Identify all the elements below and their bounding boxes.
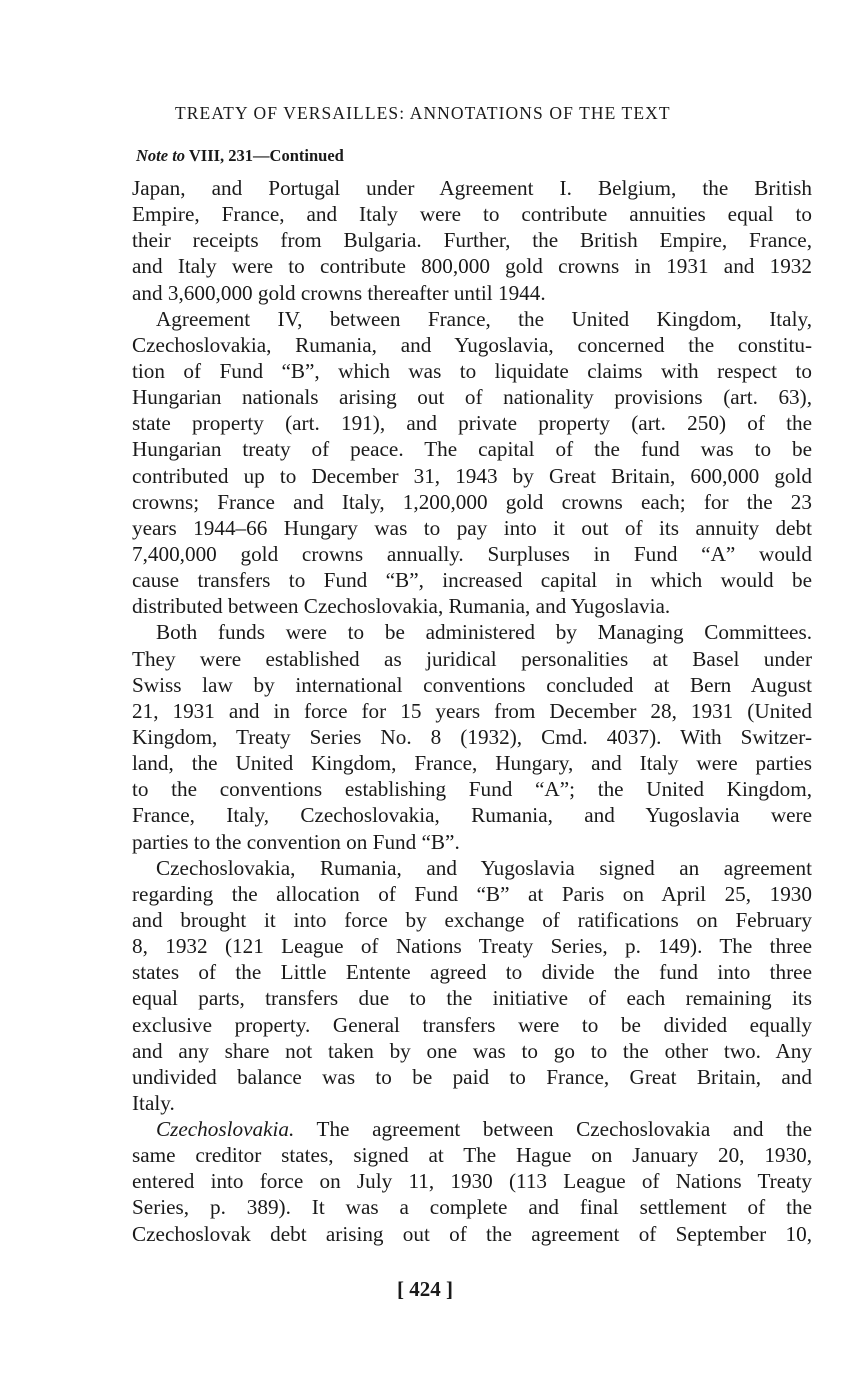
text-line: contributed up to December 31, 1943 by Great Britain, 600,000 gold <box>132 463 812 488</box>
paragraph-4 <box>132 855 812 1116</box>
text-line: Italy. <box>132 1090 175 1115</box>
note-heading <box>136 146 344 166</box>
text-line: They were established as juridical personalities at Basel under <box>132 646 812 671</box>
text-line: their receipts from Bulgaria. Further, the British Empire, France, <box>132 228 812 253</box>
text-line: 7,400,000 gold crowns annually. Surpluses in Fund “A” would <box>132 541 812 566</box>
text-line: 8, 1932 (121 League of Nations Treaty Series, p. 149). The three <box>132 934 812 959</box>
text-line: equal parts, transfers due to the initiative of each remaining its <box>132 986 812 1011</box>
text-line: crowns; France and Italy, 1,200,000 gold crowns each; for the 23 <box>132 489 812 514</box>
text-line: years 1944–66 Hungary was to pay into it out of its annuity debt <box>132 515 812 540</box>
text-line: tion of Fund “B”, which was to liquidate claims with respect to <box>132 358 812 383</box>
paragraph-1 <box>132 175 812 306</box>
text-line: states of the Little Entente agreed to divide the fund into three <box>132 960 812 985</box>
paragraph-5 <box>132 1116 812 1247</box>
text-line: and Italy were to contribute 800,000 gold crowns in 1931 and 1932 <box>132 254 812 279</box>
note-prefix: Note to <box>136 146 186 165</box>
text-line: 21, 1931 and in force for 15 years from December 28, 1931 (United <box>132 698 812 723</box>
paragraph-2 <box>132 306 812 620</box>
text-line: entered into force on July 11, 1930 (113 League of Nations Treaty <box>132 1169 812 1194</box>
text-line: Swiss law by international conventions concluded at Bern August <box>132 672 812 697</box>
text-line: distributed between Czechoslovakia, Rumania, and Yugoslavia. <box>132 594 671 619</box>
running-head: TREATY OF VERSAILLES: ANNOTATIONS OF THE TEXT <box>175 103 671 123</box>
text-line <box>132 1116 812 1142</box>
text-line: Japan, and Portugal under Agreement I. Belgium, the British <box>132 176 812 200</box>
text-line: undivided balance was to be paid to France, Great Britain, and <box>132 1064 812 1089</box>
paragraph-3 <box>132 619 812 854</box>
text-line: Czechoslovakia, Rumania, and Yugoslavia signed an agreement <box>156 855 812 880</box>
text-line: France, Italy, Czechoslovakia, Rumania, and Yugoslavia were <box>132 803 812 828</box>
text-line: state property (art. 191), and private property (art. 250) of the <box>132 411 812 436</box>
section-lead-italic: Czechoslovakia. <box>156 1117 295 1142</box>
text-line: Czechoslovakia, Rumania, and Yugoslavia, concerned the constitu- <box>132 332 812 357</box>
text-line: and any share not taken by one was to go to the other two. Any <box>132 1038 812 1063</box>
page-number: [ 424 ] <box>397 1277 453 1301</box>
note-reference: VIII, 231—Continued <box>185 146 344 165</box>
text-line: land, the United Kingdom, France, Hungary, and Italy were parties <box>132 751 812 776</box>
text-line: regarding the allocation of Fund “B” at Paris on April 25, 1930 <box>132 881 812 906</box>
text-line: to the conventions establishing Fund “A”; the United Kingdom, <box>132 777 812 802</box>
text-line: same creditor states, signed at The Hague on January 20, 1930, <box>132 1143 812 1168</box>
text-line: Both funds were to be administered by Managing Committees. <box>156 620 812 645</box>
text-line: cause transfers to Fund “B”, increased capital in which would be <box>132 568 812 593</box>
text-line: Empire, France, and Italy were to contribute annuities equal to <box>132 202 812 227</box>
body-text <box>132 175 812 1247</box>
text-line: Agreement IV, between France, the United Kingdom, Italy, <box>156 306 812 331</box>
text-line: Hungarian treaty of peace. The capital of the fund was to be <box>132 437 812 462</box>
text-line: Series, p. 389). It was a complete and final settlement of the <box>132 1195 812 1220</box>
text-line: exclusive property. General transfers were to be divided equally <box>132 1012 812 1037</box>
text-line: Hungarian nationals arising out of nationality provisions (art. 63), <box>132 385 812 410</box>
text-line: Czechoslovak debt arising out of the agreement of September 10, <box>132 1221 812 1246</box>
text-line: and 3,600,000 gold crowns thereafter until 1944. <box>132 280 546 305</box>
text-line: Kingdom, Treaty Series No. 8 (1932), Cmd. 4037). With Switzer- <box>132 724 812 749</box>
text-line-rest: The agreement between Czechoslovakia and the <box>294 1117 812 1142</box>
text-line: and brought it into force by exchange of ratifications on February <box>132 907 812 932</box>
text-line: parties to the convention on Fund “B”. <box>132 829 460 854</box>
